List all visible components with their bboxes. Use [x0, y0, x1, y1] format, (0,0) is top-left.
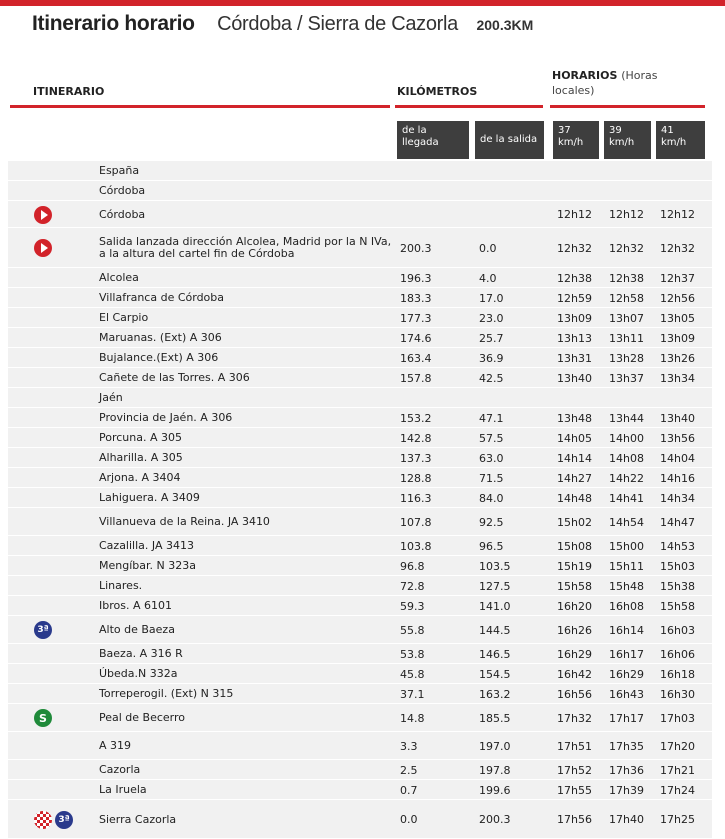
km-from-start: 71.5 [479, 471, 504, 485]
time-39kmh: 13h28 [609, 351, 644, 365]
km-to-finish: 177.3 [400, 311, 432, 325]
time-41kmh: 13h56 [660, 431, 695, 445]
time-39kmh: 13h37 [609, 371, 644, 385]
route-distance: 200.3KM [476, 17, 534, 33]
time-41kmh: 15h38 [660, 579, 695, 593]
place-name: Arjona. A 3404 [99, 471, 181, 484]
col-km-salida: de la salida [475, 121, 544, 159]
time-39kmh: 12h12 [609, 208, 644, 221]
km-to-finish [400, 388, 470, 408]
table-row [8, 428, 712, 448]
time-39kmh: 13h44 [609, 411, 644, 425]
place-name: Bujalance.(Ext) A 306 [99, 351, 219, 364]
time-37kmh: 16h56 [557, 687, 592, 701]
km-from-start: 63.0 [479, 451, 504, 465]
place-name: Villanueva de la Reina. JA 3410 [99, 515, 270, 528]
col-speed-39: 39 km/h [604, 121, 651, 159]
km-to-finish: 153.2 [400, 411, 432, 425]
km-to-finish: 128.8 [400, 471, 432, 485]
row-icons [34, 616, 94, 644]
table-row [8, 268, 712, 288]
time-37kmh: 13h31 [557, 351, 592, 365]
start-icon [34, 239, 52, 257]
time-37kmh: 17h56 [557, 813, 592, 826]
horarios-header [552, 68, 692, 98]
place-name: Alharilla. A 305 [99, 451, 183, 464]
time-41kmh [660, 161, 710, 181]
time-39kmh: 13h07 [609, 311, 644, 325]
km-to-finish [400, 181, 470, 201]
time-39kmh: 17h17 [609, 711, 644, 725]
table-row [8, 348, 712, 368]
time-39kmh: 14h00 [609, 431, 644, 445]
place-name: Úbeda.N 332a [99, 667, 178, 680]
time-39kmh: 17h36 [609, 763, 644, 777]
time-41kmh: 14h34 [660, 491, 695, 505]
place-name: Alcolea [99, 271, 139, 284]
time-37kmh: 17h55 [557, 783, 592, 797]
km-from-start: 197.0 [479, 739, 511, 753]
km-to-finish: 96.8 [400, 559, 425, 573]
time-37kmh: 14h27 [557, 471, 592, 485]
km-to-finish: 103.8 [400, 539, 432, 553]
table-row [8, 388, 712, 408]
km-from-start: 103.5 [479, 559, 511, 573]
km-to-finish: 14.8 [400, 711, 425, 725]
place-name: España [99, 164, 140, 177]
row-icons [34, 704, 94, 732]
table-row [8, 556, 712, 576]
time-41kmh: 13h05 [660, 311, 695, 325]
table-row [8, 596, 712, 616]
col-speed-37: 37 km/h [553, 121, 599, 159]
time-37kmh: 16h20 [557, 599, 592, 613]
time-39kmh: 17h35 [609, 739, 644, 753]
place-name: Cañete de las Torres. A 306 [99, 371, 250, 384]
time-41kmh: 12h37 [660, 271, 695, 285]
time-39kmh: 17h39 [609, 783, 644, 797]
time-37kmh: 13h48 [557, 411, 592, 425]
time-41kmh: 14h16 [660, 471, 695, 485]
time-41kmh: 16h30 [660, 687, 695, 701]
top-accent-bar [0, 0, 725, 6]
km-to-finish: 0.7 [400, 783, 418, 797]
km-from-start: 17.0 [479, 291, 504, 305]
horarios-label: HORARIOS [552, 69, 618, 82]
km-from-start: 25.7 [479, 331, 504, 345]
time-39kmh [609, 161, 657, 181]
km-from-start [479, 388, 549, 408]
time-41kmh: 17h21 [660, 763, 695, 777]
sprint-icon: S [34, 709, 52, 727]
time-37kmh [557, 181, 605, 201]
row-icons [34, 800, 94, 839]
time-37kmh: 13h40 [557, 371, 592, 385]
table-row [8, 468, 712, 488]
km-from-start: 96.5 [479, 539, 504, 553]
horarios-underline [550, 105, 705, 108]
time-41kmh: 13h26 [660, 351, 695, 365]
km-from-start: 84.0 [479, 491, 504, 505]
time-37kmh: 13h09 [557, 311, 592, 325]
time-37kmh: 15h19 [557, 559, 592, 573]
time-41kmh: 12h12 [660, 208, 695, 221]
time-39kmh: 16h08 [609, 599, 644, 613]
time-41kmh: 14h04 [660, 451, 695, 465]
km-from-start: 4.0 [479, 271, 497, 285]
time-39kmh: 12h58 [609, 291, 644, 305]
table-row [8, 576, 712, 596]
table-row [8, 760, 712, 780]
time-37kmh [557, 161, 605, 181]
table-row [8, 800, 712, 839]
km-from-start: 146.5 [479, 647, 511, 661]
place-name: Baeza. A 316 R [99, 647, 183, 660]
time-39kmh: 14h54 [609, 515, 644, 529]
place-name: Peal de Becerro [99, 711, 186, 724]
mountain-icon: 3ª [34, 621, 52, 639]
page-title: Itinerario horario [32, 12, 195, 35]
km-from-start: 127.5 [479, 579, 511, 593]
km-from-start: 141.0 [479, 599, 511, 613]
km-from-start [479, 181, 549, 201]
km-to-finish: 59.3 [400, 599, 425, 613]
time-37kmh: 12h59 [557, 291, 592, 305]
km-to-finish: 0.0 [400, 813, 418, 826]
km-to-finish: 116.3 [400, 491, 432, 505]
time-37kmh: 17h51 [557, 739, 592, 753]
time-37kmh: 14h48 [557, 491, 592, 505]
time-41kmh: 17h25 [660, 813, 695, 826]
time-37kmh: 15h08 [557, 539, 592, 553]
time-37kmh: 17h32 [557, 711, 592, 725]
table-row [8, 536, 712, 556]
km-to-finish: 196.3 [400, 271, 432, 285]
time-41kmh: 13h34 [660, 371, 695, 385]
finish-icon [34, 811, 52, 829]
time-41kmh: 15h03 [660, 559, 695, 573]
km-from-start: 92.5 [479, 515, 504, 529]
place-name: Ibros. A 6101 [99, 599, 172, 612]
table-row [8, 308, 712, 328]
time-39kmh [609, 181, 657, 201]
time-37kmh: 14h05 [557, 431, 592, 445]
place-name: Linares. [99, 579, 143, 592]
place-name: La Iruela [99, 783, 147, 796]
place-name: Alto de Baeza [99, 623, 175, 636]
time-37kmh: 14h14 [557, 451, 592, 465]
km-to-finish: 45.8 [400, 667, 425, 681]
time-39kmh: 17h40 [609, 813, 644, 826]
time-37kmh: 17h52 [557, 763, 592, 777]
time-39kmh: 15h00 [609, 539, 644, 553]
time-41kmh: 17h03 [660, 711, 695, 725]
km-to-finish: 55.8 [400, 623, 425, 637]
place-name: Provincia de Jaén. A 306 [99, 411, 233, 424]
km-from-start: 42.5 [479, 371, 504, 385]
horarios-note: (Horas locales) [552, 69, 658, 97]
place-name: Lahiguera. A 3409 [99, 491, 200, 504]
place-name: El Carpio [99, 311, 149, 324]
place-name: Porcuna. A 305 [99, 431, 182, 444]
km-from-start: 163.2 [479, 687, 511, 701]
start-icon [34, 206, 52, 224]
table-row [8, 780, 712, 800]
kilometros-header: KILÓMETROS [397, 85, 478, 98]
table-row [8, 448, 712, 468]
table-row [8, 488, 712, 508]
place-name: Córdoba [99, 184, 146, 197]
time-39kmh: 14h22 [609, 471, 644, 485]
km-to-finish: 163.4 [400, 351, 432, 365]
itinerario-underline [10, 105, 390, 108]
time-41kmh [660, 388, 710, 408]
table-row [8, 644, 712, 664]
time-37kmh: 12h32 [557, 241, 592, 255]
table-row [8, 368, 712, 388]
km-to-finish: 174.6 [400, 331, 432, 345]
km-to-finish: 107.8 [400, 515, 432, 529]
page-title-bar [32, 12, 533, 42]
km-from-start: 185.5 [479, 711, 511, 725]
time-39kmh: 16h43 [609, 687, 644, 701]
time-37kmh: 16h26 [557, 623, 592, 637]
time-37kmh: 15h58 [557, 579, 592, 593]
km-to-finish: 37.1 [400, 687, 425, 701]
table-row [8, 228, 712, 268]
km-to-finish: 200.3 [400, 241, 432, 255]
time-39kmh: 14h41 [609, 491, 644, 505]
table-row [8, 616, 712, 644]
table-row [8, 508, 712, 536]
time-41kmh: 16h03 [660, 623, 695, 637]
kilometros-underline [395, 105, 543, 108]
time-39kmh: 16h29 [609, 667, 644, 681]
km-to-finish: 183.3 [400, 291, 432, 305]
time-39kmh: 12h32 [609, 241, 644, 255]
km-from-start: 200.3 [479, 813, 511, 826]
table-row [8, 328, 712, 348]
km-from-start [479, 201, 549, 228]
time-37kmh: 12h12 [557, 208, 592, 221]
table-row [8, 704, 712, 732]
time-41kmh: 13h09 [660, 331, 695, 345]
km-from-start: 144.5 [479, 623, 511, 637]
km-from-start: 197.8 [479, 763, 511, 777]
time-37kmh: 12h38 [557, 271, 592, 285]
time-37kmh: 15h02 [557, 515, 592, 529]
time-37kmh [557, 388, 605, 408]
time-41kmh: 13h40 [660, 411, 695, 425]
table-row [8, 201, 712, 228]
time-37kmh: 16h42 [557, 667, 592, 681]
place-name: Villafranca de Córdoba [99, 291, 225, 304]
place-name: Jaén [99, 391, 123, 404]
place-name: A 319 [99, 739, 132, 752]
time-39kmh: 16h14 [609, 623, 644, 637]
route-name: Córdoba / Sierra de Cazorla [217, 13, 459, 35]
km-to-finish: 53.8 [400, 647, 425, 661]
table-row [8, 288, 712, 308]
km-from-start [479, 161, 549, 181]
km-to-finish: 137.3 [400, 451, 432, 465]
table-row [8, 181, 712, 201]
place-name: Cazorla [99, 763, 141, 776]
table-row [8, 732, 712, 760]
km-to-finish [400, 201, 470, 228]
km-from-start: 154.5 [479, 667, 511, 681]
time-41kmh: 16h06 [660, 647, 695, 661]
time-41kmh: 12h56 [660, 291, 695, 305]
time-41kmh: 14h53 [660, 539, 695, 553]
km-from-start: 47.1 [479, 411, 504, 425]
place-name: Cazalilla. JA 3413 [99, 539, 194, 552]
km-from-start: 57.5 [479, 431, 504, 445]
place-name: Córdoba [99, 207, 146, 221]
col-km-llegada: de la llegada [397, 121, 469, 159]
mountain-icon: 3ª [55, 811, 73, 829]
km-from-start: 199.6 [479, 783, 511, 797]
time-39kmh [609, 388, 657, 408]
table-row [8, 684, 712, 704]
time-41kmh: 17h24 [660, 783, 695, 797]
time-39kmh: 16h17 [609, 647, 644, 661]
time-41kmh: 17h20 [660, 739, 695, 753]
km-to-finish: 157.8 [400, 371, 432, 385]
table-row [8, 161, 712, 181]
km-to-finish: 3.3 [400, 739, 418, 753]
time-37kmh: 13h13 [557, 331, 592, 345]
time-39kmh: 12h38 [609, 271, 644, 285]
place-name: Maruanas. (Ext) A 306 [99, 331, 222, 344]
row-icons [34, 228, 94, 268]
km-to-finish: 72.8 [400, 579, 425, 593]
time-41kmh: 12h32 [660, 241, 695, 255]
km-to-finish: 142.8 [400, 431, 432, 445]
time-39kmh: 15h11 [609, 559, 644, 573]
itinerario-header: ITINERARIO [33, 85, 105, 98]
km-to-finish: 2.5 [400, 763, 418, 777]
row-icons [34, 201, 94, 228]
time-41kmh: 15h58 [660, 599, 695, 613]
km-from-start: 0.0 [479, 241, 497, 255]
km-to-finish [400, 161, 470, 181]
table-row [8, 664, 712, 684]
time-41kmh [660, 181, 710, 201]
km-from-start: 23.0 [479, 311, 504, 325]
km-from-start: 36.9 [479, 351, 504, 365]
time-41kmh: 16h18 [660, 667, 695, 681]
place-name: Mengíbar. N 323a [99, 559, 196, 572]
time-39kmh: 14h08 [609, 451, 644, 465]
place-name: Sierra Cazorla [99, 812, 177, 826]
time-37kmh: 16h29 [557, 647, 592, 661]
time-39kmh: 13h11 [609, 331, 644, 345]
place-name: Torreperogil. (Ext) N 315 [99, 687, 234, 700]
col-speed-41: 41 km/h [656, 121, 705, 159]
table-row [8, 408, 712, 428]
place-name: Salida lanzada dirección Alcolea, Madrid por la N IVa, a la altura del cartel fin de Córdoba [99, 235, 392, 260]
time-39kmh: 15h48 [609, 579, 644, 593]
time-41kmh: 14h47 [660, 515, 695, 529]
